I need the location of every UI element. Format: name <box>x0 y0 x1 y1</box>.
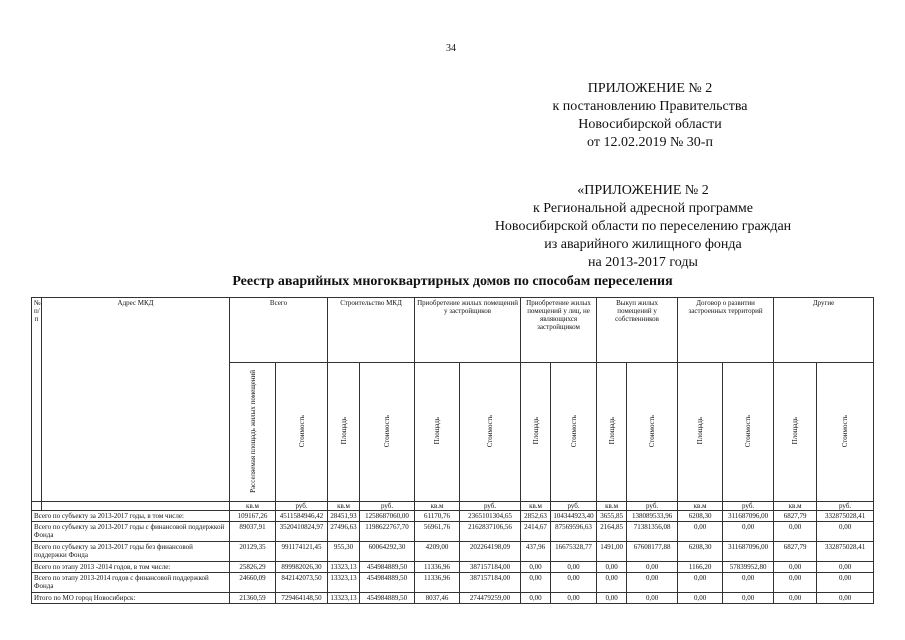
table-row <box>32 593 874 604</box>
table-cell: 1258687060,00 <box>360 511 415 522</box>
table-cell: 0,00 <box>723 593 774 604</box>
table-cell: 0,00 <box>521 562 551 573</box>
units-cell: кв.м <box>774 502 817 511</box>
table-cell: 2162837106,56 <box>460 522 521 542</box>
table-row <box>32 522 874 542</box>
table-cell: 57839952,80 <box>723 562 774 573</box>
appendix-resolution-block <box>535 80 765 152</box>
table-cell: 6208,30 <box>678 542 723 562</box>
table-row <box>32 511 874 522</box>
registry-table <box>31 297 874 604</box>
appendix-line: к постановлению Правительства <box>552 99 748 114</box>
table-cell: 0,00 <box>627 573 678 593</box>
table-cell: 955,30 <box>328 542 360 562</box>
table-row <box>32 562 874 573</box>
table-cell: 6208,30 <box>678 511 723 522</box>
table-cell: 0,00 <box>678 593 723 604</box>
table-cell: 21360,59 <box>230 593 276 604</box>
units-cell: руб. <box>817 502 874 511</box>
table-cell: 6827,79 <box>774 542 817 562</box>
table-cell: 109167,26 <box>230 511 276 522</box>
table-cell: 13323,13 <box>328 562 360 573</box>
sub-header: Стоимость <box>460 363 521 502</box>
table-cell: 0,00 <box>817 522 874 542</box>
units-cell: кв.м <box>597 502 627 511</box>
group-other-header: Другие <box>774 298 874 363</box>
units-cell: кв.м <box>521 502 551 511</box>
table-cell: 0,00 <box>521 593 551 604</box>
group-total-header: Всего <box>230 298 328 363</box>
table-cell: 0,00 <box>774 573 817 593</box>
table-cell: 0,00 <box>723 522 774 542</box>
sub-header: Стоимость <box>276 363 328 502</box>
appendix-line: Новосибирской области <box>578 117 722 132</box>
units-cell: руб. <box>276 502 328 511</box>
appendix-line: «ПРИЛОЖЕНИЕ № 2 <box>577 183 709 198</box>
table-cell: 0,00 <box>597 593 627 604</box>
table-cell: 16675328,77 <box>551 542 597 562</box>
group-purchase-non-developers-header: Приобретение жилых помещений у лиц, не являющихся застройщиком <box>521 298 597 363</box>
col-address-header: Адрес МКД <box>42 298 230 502</box>
units-cell: кв.м <box>328 502 360 511</box>
table-cell: 28451,93 <box>328 511 360 522</box>
table-header-groups <box>32 298 874 363</box>
table-cell: 0,00 <box>597 562 627 573</box>
table-cell: 6827,79 <box>774 511 817 522</box>
units-cell: кв.м <box>678 502 723 511</box>
group-purchase-developers-header: Приобретение жилых помещений у застройщиков <box>415 298 521 363</box>
table-cell: 0,00 <box>551 593 597 604</box>
table-cell: 56961,76 <box>415 522 460 542</box>
table-cell: 60064292,30 <box>360 542 415 562</box>
table-cell: 13323,13 <box>328 573 360 593</box>
sub-header: Стоимость <box>551 363 597 502</box>
units-cell <box>42 502 230 511</box>
table-cell: 0,00 <box>627 562 678 573</box>
appendix-line: на 2013-2017 годы <box>588 255 698 270</box>
appendix-program-block <box>493 182 793 272</box>
registry-title: Реестр аварийных многоквартирных домов по способам переселения <box>232 274 673 289</box>
table-body <box>32 511 874 604</box>
table-cell: 3520410824,97 <box>276 522 328 542</box>
table-cell: 454984889,50 <box>360 573 415 593</box>
table-row <box>32 542 874 562</box>
table-cell: 61170,76 <box>415 511 460 522</box>
table-cell: 4511584946,42 <box>276 511 328 522</box>
row-label: Всего по субъекту за 2013-2017 годы, в том числе: <box>32 511 230 522</box>
table-cell: 0,00 <box>774 562 817 573</box>
table-cell: 67608177,88 <box>627 542 678 562</box>
table-cell: 274479259,00 <box>460 593 521 604</box>
table-cell: 2365101304,65 <box>460 511 521 522</box>
table-cell: 1166,20 <box>678 562 723 573</box>
table-cell: 0,00 <box>817 573 874 593</box>
row-label: Всего по этапу 2013-2014 годов с финансовой поддержкой Фонда <box>32 573 230 593</box>
table-cell: 2414,67 <box>521 522 551 542</box>
table-cell: 899982026,30 <box>276 562 328 573</box>
table-cell: 13323,13 <box>328 593 360 604</box>
table-cell: 311687096,00 <box>723 511 774 522</box>
table-cell: 0,00 <box>521 573 551 593</box>
table-cell: 0,00 <box>817 562 874 573</box>
sub-header: Расселяемая площадь жилых помещений <box>230 363 276 502</box>
sub-header: Площадь <box>415 363 460 502</box>
sub-header: Площадь <box>678 363 723 502</box>
table-cell: 1491,00 <box>597 542 627 562</box>
appendix-line: ПРИЛОЖЕНИЕ № 2 <box>587 81 713 96</box>
table-cell: 0,00 <box>817 593 874 604</box>
group-development-header: Договор о развитии застроенных территорий <box>678 298 774 363</box>
table-cell: 138089533,96 <box>627 511 678 522</box>
units-cell: руб. <box>360 502 415 511</box>
table-cell: 1198622767,70 <box>360 522 415 542</box>
table-cell: 0,00 <box>723 573 774 593</box>
table-cell: 332875028,41 <box>817 511 874 522</box>
table-cell: 0,00 <box>678 522 723 542</box>
table-cell: 11336,96 <box>415 573 460 593</box>
table-cell: 0,00 <box>551 562 597 573</box>
table-units-row <box>32 502 874 511</box>
sub-header: Площадь <box>597 363 627 502</box>
units-cell: кв.м <box>230 502 276 511</box>
sub-header: Стоимость <box>817 363 874 502</box>
table-cell: 89037,91 <box>230 522 276 542</box>
table-cell: 991174121,45 <box>276 542 328 562</box>
table-cell: 25826,29 <box>230 562 276 573</box>
row-label: Всего по субъекту за 2013-2017 годы с финансовой поддержкой Фонда <box>32 522 230 542</box>
table-cell: 71381356,08 <box>627 522 678 542</box>
sub-header: Стоимость <box>723 363 774 502</box>
row-label: Всего по этапу 2013 -2014 годов, в том числе: <box>32 562 230 573</box>
table-cell: 4209,00 <box>415 542 460 562</box>
table-cell: 87569596,63 <box>551 522 597 542</box>
table-cell: 437,96 <box>521 542 551 562</box>
table-cell: 202264198,09 <box>460 542 521 562</box>
table-cell: 332875028,41 <box>817 542 874 562</box>
col-number-header: № п/п <box>32 298 42 502</box>
units-cell: руб. <box>460 502 521 511</box>
sub-header: Площадь <box>774 363 817 502</box>
units-cell: кв.м <box>415 502 460 511</box>
sub-header: Площадь <box>521 363 551 502</box>
table-cell: 454984889,50 <box>360 593 415 604</box>
page-number: 34 <box>446 43 456 54</box>
table-cell: 454984889,50 <box>360 562 415 573</box>
units-cell: руб. <box>723 502 774 511</box>
appendix-line: Новосибирской области по переселению граждан <box>494 219 792 234</box>
table-cell: 387157184,00 <box>460 573 521 593</box>
sub-header: Стоимость <box>360 363 415 502</box>
row-label: Всего по субъекту за 2013-2017 годы без финансовой поддержки Фонда <box>32 542 230 562</box>
appendix-line: от 12.02.2019 № 30-п <box>587 135 713 150</box>
table-cell: 104344923,40 <box>551 511 597 522</box>
group-buyout-header: Выкуп жилых помещений у собственников <box>597 298 678 363</box>
table-cell: 311687096,00 <box>723 542 774 562</box>
table-cell: 0,00 <box>597 573 627 593</box>
table-cell: 0,00 <box>774 522 817 542</box>
units-cell: руб. <box>627 502 678 511</box>
table-cell: 0,00 <box>678 573 723 593</box>
units-cell: руб. <box>551 502 597 511</box>
table-cell: 842142073,50 <box>276 573 328 593</box>
table-cell: 2164,85 <box>597 522 627 542</box>
table-cell: 11336,96 <box>415 562 460 573</box>
appendix-line: к Региональной адресной программе <box>532 201 753 216</box>
table-cell: 0,00 <box>627 593 678 604</box>
sub-header: Площадь <box>328 363 360 502</box>
appendix-line: из аварийного жилищного фонда <box>544 237 742 252</box>
table-cell: 8037,46 <box>415 593 460 604</box>
table-cell: 3655,85 <box>597 511 627 522</box>
table-cell: 729464148,50 <box>276 593 328 604</box>
table-cell: 387157184,00 <box>460 562 521 573</box>
table-cell: 0,00 <box>774 593 817 604</box>
table-cell: 2852,63 <box>521 511 551 522</box>
table-row <box>32 573 874 593</box>
row-label: Итого по МО город Новосибирск: <box>32 593 230 604</box>
table-cell: 0,00 <box>551 573 597 593</box>
group-construction-header: Строительство МКД <box>328 298 415 363</box>
units-cell <box>32 502 42 511</box>
table-cell: 20129,35 <box>230 542 276 562</box>
table-cell: 24660,09 <box>230 573 276 593</box>
sub-header: Стоимость <box>627 363 678 502</box>
table-cell: 27496,63 <box>328 522 360 542</box>
